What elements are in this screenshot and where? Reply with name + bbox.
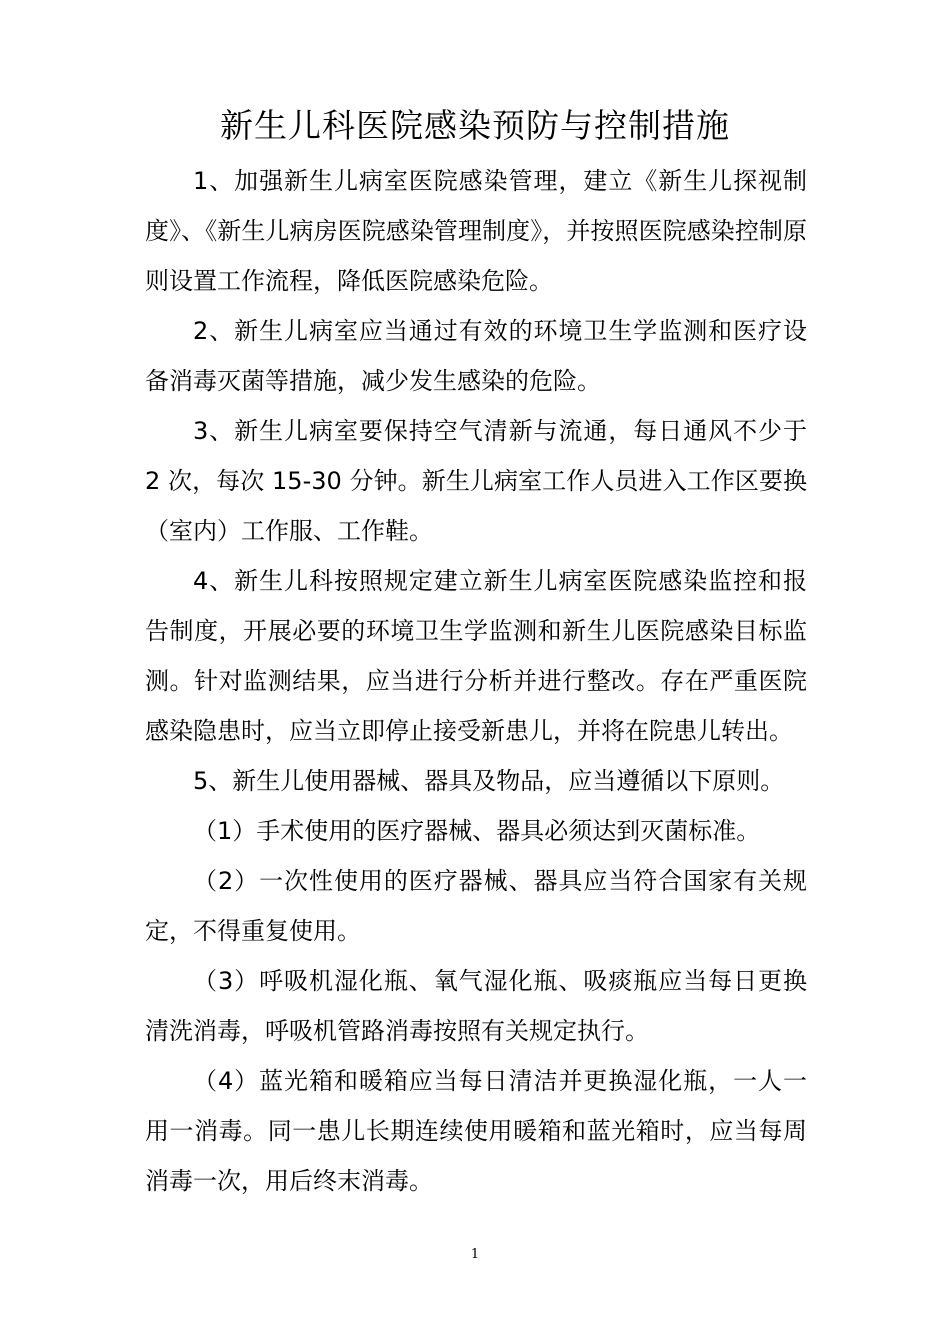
paragraph-3: 3、新生儿病室要保持空气清新与流通，每日通风不少于 2 次，每次 15-30 分钟。新生儿病室工作人员进入工作区要换（室内）工作服、工作鞋。 <box>145 417 807 545</box>
paragraph-5-item-4: （4）蓝光箱和暖箱应当每日清洁并更换湿化瓶，一人一用一消毒。同一患儿长期连续使用暖箱和蓝光箱时，应当每周消毒一次，用后终末消毒。 <box>145 1067 807 1195</box>
paragraph-5-item-1: （1）手术使用的医疗器械、器具必须达到灭菌标准。 <box>193 817 761 845</box>
paragraph-4: 4、新生儿科按照规定建立新生儿病室医院感染监控和报告制度，开展必要的环境卫生学监测和新生儿医院感染目标监测。针对监测结果，应当进行分析并进行整改。存在严重医院感染隐患时，应当立即停止接受新患儿，并将在院患儿转出。 <box>145 567 807 745</box>
page-number: 1 <box>470 1247 480 1262</box>
paragraph-1: 1、加强新生儿病室医院感染管理，建立《新生儿探视制度》、《新生儿病房医院感染管理制度》，并按照医院感染控制原则设置工作流程，降低医院感染危险。 <box>145 167 807 295</box>
paragraph-5-item-2: （2）一次性使用的医疗器械、器具应当符合国家有关规定，不得重复使用。 <box>145 867 807 945</box>
paragraph-5-item-3: （3）呼吸机湿化瓶、氧气湿化瓶、吸痰瓶应当每日更换清洗消毒，呼吸机管路消毒按照有关规定执行。 <box>145 967 807 1045</box>
document-body <box>145 156 807 1206</box>
paragraph-5: 5、新生儿使用器械、器具及物品，应当遵循以下原则。 <box>193 767 785 795</box>
paragraph-2: 2、新生儿病室应当通过有效的环境卫生学监测和医疗设备消毒灭菌等措施，减少发生感染的危险。 <box>145 317 807 395</box>
document-title: 新生儿科医院感染预防与控制措施 <box>220 106 730 145</box>
